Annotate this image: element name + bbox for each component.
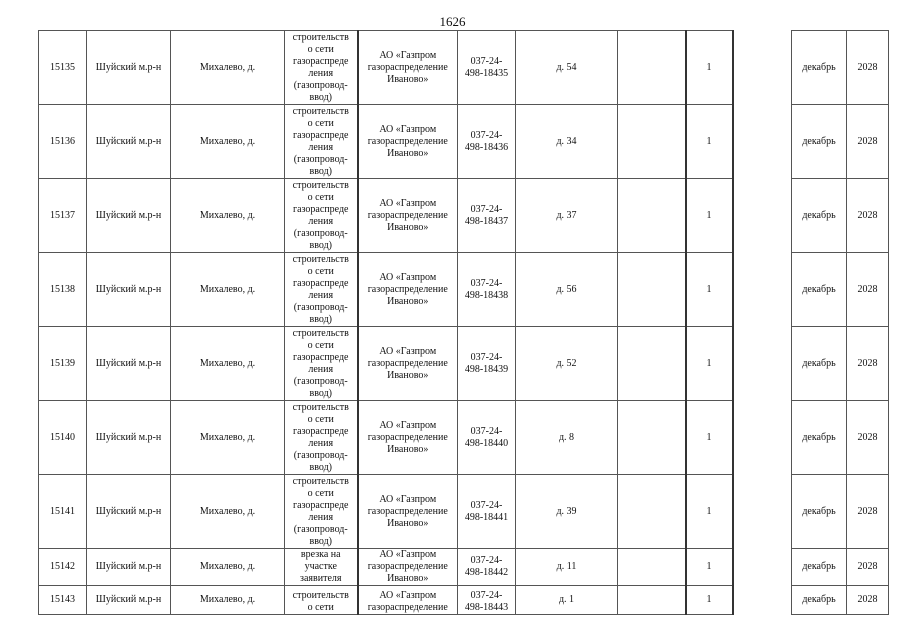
month-cell: декабрь xyxy=(792,549,847,586)
gasification-table xyxy=(38,30,889,615)
empty-cell xyxy=(733,105,792,179)
empty-cell xyxy=(733,327,792,401)
request-code-line: 037-24- xyxy=(470,351,503,363)
request-code-line: 037-24- xyxy=(470,555,503,566)
empty-cell xyxy=(618,31,686,105)
organization-line: Иваново» xyxy=(387,443,429,455)
request-code-cell xyxy=(458,105,516,179)
row-number: 15139 xyxy=(39,327,87,401)
table-row xyxy=(39,549,889,586)
organization-line: АО «Газпром xyxy=(379,197,437,209)
work-type-line: ления xyxy=(308,289,334,301)
district-cell: Шуйский м.р-н xyxy=(87,179,171,253)
locality-cell: Михалево, д. xyxy=(171,105,285,179)
work-type-cell xyxy=(285,253,358,327)
month-cell: декабрь xyxy=(792,105,847,179)
quantity-cell: 1 xyxy=(686,549,733,586)
district-cell: Шуйский м.р-н xyxy=(87,586,171,615)
locality-cell: Михалево, д. xyxy=(171,401,285,475)
empty-cell xyxy=(733,179,792,253)
month-cell: декабрь xyxy=(792,475,847,549)
table-row xyxy=(39,253,889,327)
organization-line: Иваново» xyxy=(387,517,429,529)
work-type-line: о сети xyxy=(307,602,334,613)
month-cell: декабрь xyxy=(792,586,847,615)
organization-line: газораспределение xyxy=(367,431,448,443)
row-number: 15136 xyxy=(39,105,87,179)
quantity-cell: 1 xyxy=(686,401,733,475)
work-type-line: (газопровод- xyxy=(293,375,348,387)
organization-line: Иваново» xyxy=(387,73,429,85)
request-code-cell xyxy=(458,253,516,327)
work-type-cell xyxy=(285,475,358,549)
work-type-line: ления xyxy=(308,511,334,523)
organization-line: АО «Газпром xyxy=(379,123,437,135)
work-type-line: о сети xyxy=(307,43,334,55)
request-code-cell xyxy=(458,549,516,586)
quantity-cell: 1 xyxy=(686,327,733,401)
table-row xyxy=(39,475,889,549)
month-cell: декабрь xyxy=(792,253,847,327)
work-type-line: о сети xyxy=(307,487,334,499)
organization-line: АО «Газпром xyxy=(379,549,437,560)
organization-line: газораспределение xyxy=(367,561,448,572)
empty-cell xyxy=(618,586,686,615)
request-code-line: 498-18435 xyxy=(464,67,509,79)
work-type-line: заявителя xyxy=(300,573,342,584)
district-cell: Шуйский м.р-н xyxy=(87,475,171,549)
work-type-line: ввод) xyxy=(309,387,332,399)
work-type-line: (газопровод- xyxy=(293,153,348,165)
request-code-line: 498-18442 xyxy=(464,567,509,578)
year-cell: 2028 xyxy=(847,401,889,475)
work-type-line: о сети xyxy=(307,191,334,203)
work-type-line: газораспреде xyxy=(293,55,349,67)
empty-cell xyxy=(733,31,792,105)
request-code-line: 498-18436 xyxy=(464,141,509,153)
request-code-cell xyxy=(458,586,516,615)
work-type-line: строительств xyxy=(292,253,349,265)
work-type-line: о сети xyxy=(307,413,334,425)
row-number: 15137 xyxy=(39,179,87,253)
work-type-cell xyxy=(285,401,358,475)
district-cell: Шуйский м.р-н xyxy=(87,401,171,475)
organization-line: Иваново» xyxy=(387,295,429,307)
work-type-line: (газопровод- xyxy=(293,227,348,239)
request-code-line: 037-24- xyxy=(470,129,503,141)
organization-line: Иваново» xyxy=(387,147,429,159)
quantity-cell: 1 xyxy=(686,179,733,253)
locality-cell: Михалево, д. xyxy=(171,327,285,401)
work-type-line: ввод) xyxy=(309,535,332,547)
table-row xyxy=(39,179,889,253)
empty-cell xyxy=(618,549,686,586)
work-type-line: газораспреде xyxy=(293,499,349,511)
district-cell: Шуйский м.р-н xyxy=(87,31,171,105)
month-cell: декабрь xyxy=(792,31,847,105)
request-code-line: 037-24- xyxy=(470,499,503,511)
organization-line: газораспределение xyxy=(367,505,448,517)
locality-cell: Михалево, д. xyxy=(171,31,285,105)
table-row xyxy=(39,401,889,475)
table-body xyxy=(39,31,889,615)
request-code-line: 037-24- xyxy=(470,590,503,601)
locality-cell: Михалево, д. xyxy=(171,253,285,327)
request-code-cell xyxy=(458,475,516,549)
organization-line: АО «Газпром xyxy=(379,493,437,505)
organization-cell xyxy=(358,586,458,615)
house-cell: д. 37 xyxy=(516,179,618,253)
organization-line: газораспределение xyxy=(367,602,448,613)
quantity-cell: 1 xyxy=(686,475,733,549)
work-type-line: ввод) xyxy=(309,165,332,177)
row-number: 15135 xyxy=(39,31,87,105)
work-type-line: газораспреде xyxy=(293,129,349,141)
work-type-line: о сети xyxy=(307,339,334,351)
organization-line: Иваново» xyxy=(387,221,429,233)
district-cell: Шуйский м.р-н xyxy=(87,549,171,586)
table-row xyxy=(39,105,889,179)
request-code-line: 498-18440 xyxy=(464,437,509,449)
work-type-cell xyxy=(285,549,358,586)
work-type-cell xyxy=(285,31,358,105)
work-type-line: ввод) xyxy=(309,239,332,251)
month-cell: декабрь xyxy=(792,401,847,475)
quantity-cell: 1 xyxy=(686,105,733,179)
organization-line: Иваново» xyxy=(387,573,429,584)
row-number: 15143 xyxy=(39,586,87,615)
year-cell: 2028 xyxy=(847,475,889,549)
work-type-line: ввод) xyxy=(309,461,332,473)
year-cell: 2028 xyxy=(847,31,889,105)
organization-cell xyxy=(358,253,458,327)
empty-cell xyxy=(618,475,686,549)
year-cell: 2028 xyxy=(847,549,889,586)
organization-cell xyxy=(358,549,458,586)
page-number: 1626 xyxy=(439,14,466,29)
organization-line: АО «Газпром xyxy=(379,419,437,431)
house-cell: д. 56 xyxy=(516,253,618,327)
row-number: 15141 xyxy=(39,475,87,549)
request-code-cell xyxy=(458,179,516,253)
organization-line: газораспределение xyxy=(367,357,448,369)
empty-cell xyxy=(618,327,686,401)
organization-line: АО «Газпром xyxy=(379,345,437,357)
organization-cell xyxy=(358,31,458,105)
empty-cell xyxy=(733,549,792,586)
work-type-line: строительств xyxy=(292,105,349,117)
empty-cell xyxy=(733,401,792,475)
work-type-line: (газопровод- xyxy=(293,79,348,91)
request-code-line: 498-18443 xyxy=(464,602,509,613)
row-number: 15138 xyxy=(39,253,87,327)
locality-cell: Михалево, д. xyxy=(171,586,285,615)
work-type-line: о сети xyxy=(307,117,334,129)
work-type-line: строительств xyxy=(292,179,349,191)
district-cell: Шуйский м.р-н xyxy=(87,253,171,327)
empty-cell xyxy=(618,253,686,327)
empty-cell xyxy=(618,401,686,475)
request-code-line: 037-24- xyxy=(470,203,503,215)
organization-cell xyxy=(358,475,458,549)
organization-line: АО «Газпром xyxy=(379,590,437,601)
organization-cell xyxy=(358,327,458,401)
empty-cell xyxy=(618,179,686,253)
work-type-line: строительств xyxy=(292,475,349,487)
work-type-line: о сети xyxy=(307,265,334,277)
work-type-line: ввод) xyxy=(309,313,332,325)
work-type-cell xyxy=(285,105,358,179)
year-cell: 2028 xyxy=(847,105,889,179)
row-number: 15140 xyxy=(39,401,87,475)
work-type-line: газораспреде xyxy=(293,425,349,437)
row-number: 15142 xyxy=(39,549,87,586)
work-type-line: (газопровод- xyxy=(293,449,348,461)
work-type-line: газораспреде xyxy=(293,277,349,289)
work-type-line: ления xyxy=(308,141,334,153)
table-row xyxy=(39,586,889,615)
house-cell: д. 52 xyxy=(516,327,618,401)
organization-cell xyxy=(358,401,458,475)
work-type-line: участке xyxy=(304,561,337,572)
quantity-cell: 1 xyxy=(686,253,733,327)
locality-cell: Михалево, д. xyxy=(171,549,285,586)
year-cell: 2028 xyxy=(847,586,889,615)
year-cell: 2028 xyxy=(847,253,889,327)
work-type-line: (газопровод- xyxy=(293,523,348,535)
organization-line: АО «Газпром xyxy=(379,271,437,283)
organization-line: Иваново» xyxy=(387,369,429,381)
year-cell: 2028 xyxy=(847,179,889,253)
house-cell: д. 34 xyxy=(516,105,618,179)
work-type-cell xyxy=(285,327,358,401)
work-type-cell xyxy=(285,586,358,615)
request-code-line: 498-18437 xyxy=(464,215,509,227)
organization-line: газораспределение xyxy=(367,135,448,147)
work-type-line: (газопровод- xyxy=(293,301,348,313)
work-type-line: строительств xyxy=(292,590,349,601)
work-type-line: строительств xyxy=(292,31,349,43)
house-cell: д. 54 xyxy=(516,31,618,105)
request-code-line: 498-18438 xyxy=(464,289,509,301)
request-code-line: 037-24- xyxy=(470,277,503,289)
work-type-line: строительств xyxy=(292,327,349,339)
organization-line: газораспределение xyxy=(367,61,448,73)
work-type-line: ления xyxy=(308,215,334,227)
district-cell: Шуйский м.р-н xyxy=(87,105,171,179)
district-cell: Шуйский м.р-н xyxy=(87,327,171,401)
work-type-line: ления xyxy=(308,363,334,375)
quantity-cell: 1 xyxy=(686,586,733,615)
empty-cell xyxy=(733,586,792,615)
organization-line: АО «Газпром xyxy=(379,49,437,61)
work-type-cell xyxy=(285,179,358,253)
work-type-line: врезка на xyxy=(300,549,341,560)
empty-cell xyxy=(618,105,686,179)
request-code-cell xyxy=(458,327,516,401)
organization-line: газораспределение xyxy=(367,283,448,295)
month-cell: декабрь xyxy=(792,327,847,401)
work-type-line: газораспреде xyxy=(293,351,349,363)
organization-line: газораспределение xyxy=(367,209,448,221)
locality-cell: Михалево, д. xyxy=(171,475,285,549)
empty-cell xyxy=(733,253,792,327)
work-type-line: ввод) xyxy=(309,91,332,103)
table-row xyxy=(39,327,889,401)
quantity-cell: 1 xyxy=(686,31,733,105)
work-type-line: ления xyxy=(308,67,334,79)
year-cell: 2028 xyxy=(847,327,889,401)
work-type-line: строительств xyxy=(292,401,349,413)
organization-cell xyxy=(358,105,458,179)
request-code-line: 498-18439 xyxy=(464,363,509,375)
organization-cell xyxy=(358,179,458,253)
house-cell: д. 39 xyxy=(516,475,618,549)
request-code-line: 037-24- xyxy=(470,425,503,437)
table-row xyxy=(39,31,889,105)
house-cell: д. 11 xyxy=(516,549,618,586)
empty-cell xyxy=(733,475,792,549)
request-code-cell xyxy=(458,401,516,475)
month-cell: декабрь xyxy=(792,179,847,253)
house-cell: д. 8 xyxy=(516,401,618,475)
locality-cell: Михалево, д. xyxy=(171,179,285,253)
work-type-line: ления xyxy=(308,437,334,449)
request-code-line: 498-18441 xyxy=(464,511,509,523)
house-cell: д. 1 xyxy=(516,586,618,615)
work-type-line: газораспреде xyxy=(293,203,349,215)
request-code-cell xyxy=(458,31,516,105)
request-code-line: 037-24- xyxy=(470,55,503,67)
